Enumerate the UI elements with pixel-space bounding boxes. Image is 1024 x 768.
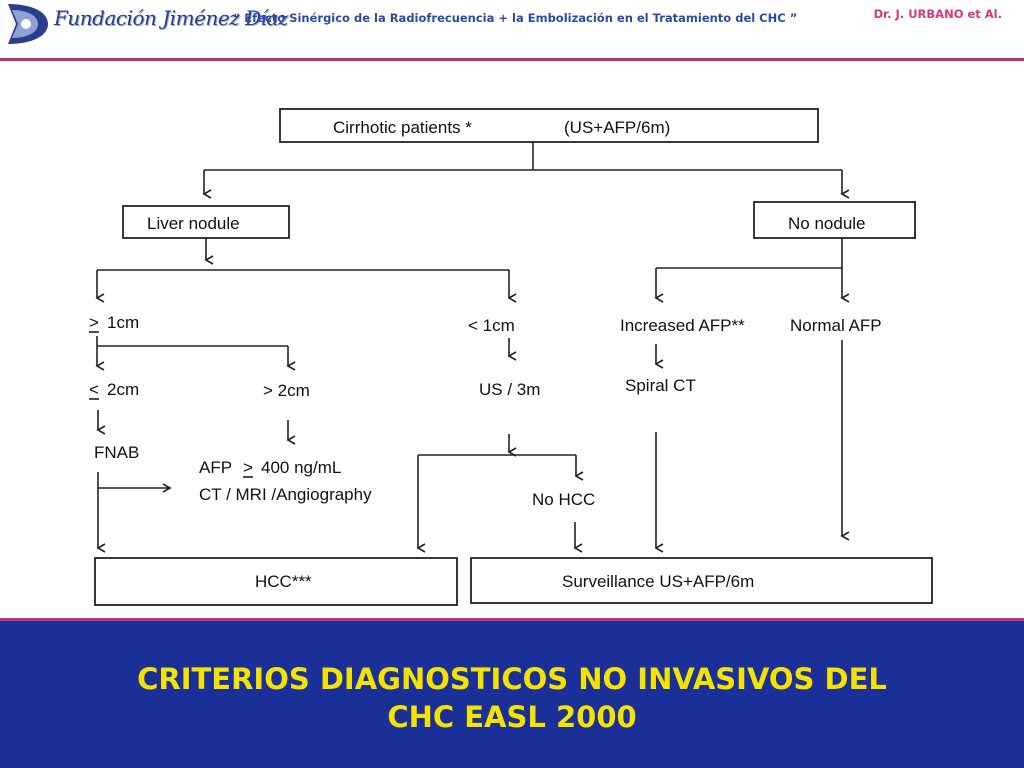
le-symbol: < [89,380,99,399]
hcc-label: HCC*** [255,572,312,591]
easl-diagnostic-flowchart [0,61,1024,618]
surveillance-label: Surveillance US+AFP/6m [562,572,755,591]
slide-footer [0,618,1024,768]
spiral-ct-label: Spiral CT [625,376,696,395]
liver-nodule-label: Liver nodule [147,214,240,233]
no-nodule-label: No nodule [788,214,866,233]
ge-1cm-label: 1cm [107,313,140,332]
slide-title-line-2: CHC EASL 2000 [387,700,637,734]
afp-ge-symbol: > [243,458,253,477]
ct-mri-angiography-label: CT / MRI /Angiography [199,485,372,504]
afp-threshold-label: 400 ng/mL [261,458,342,477]
presentation-title: “ Efecto Sinérgico de la Radiofrecuencia + la Embolización en el Tratamiento del CHC ” [232,11,798,25]
cirrhotic-patients-label: Cirrhotic patients * [333,118,472,137]
presentation-author: Dr. J. URBANO et Al. [873,7,1002,21]
footer-divider [0,618,1024,621]
fnab-label: FNAB [94,443,140,462]
no-hcc-label: No HCC [532,490,596,509]
slide-title [20,660,1004,736]
fundacion-logo [2,2,288,46]
us-3m-label: US / 3m [479,380,541,399]
le-2cm-label: 2cm [107,380,140,399]
slide-header [0,0,1024,60]
afp-prefix-label: AFP [199,458,233,477]
logo-text: Fundación Jiménez Díaz [54,6,288,30]
surveillance-schedule-label: (US+AFP/6m) [564,118,671,137]
lt-1cm-label: < 1cm [468,316,515,335]
gt-2cm-label: > 2cm [263,381,310,400]
normal-afp-label: Normal AFP [790,316,882,335]
increased-afp-label: Increased AFP** [620,316,745,335]
logo-emblem-icon [2,2,54,46]
slide-title-line-1: CRITERIOS DIAGNOSTICOS NO INVASIVOS DEL [137,662,887,696]
ge-symbol: > [89,313,99,332]
